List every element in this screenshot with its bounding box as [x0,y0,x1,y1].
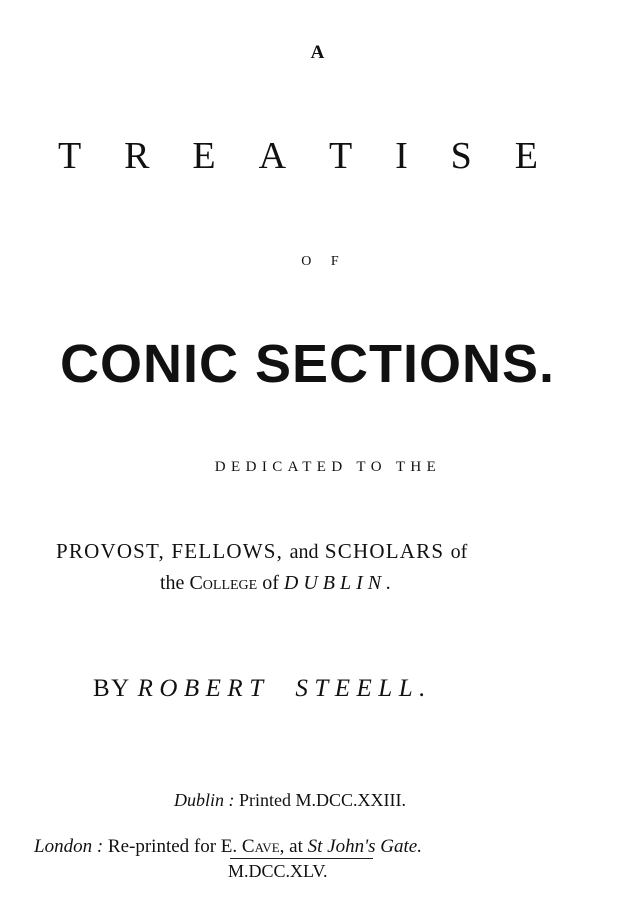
dedicatees-line-2 [160,572,560,595]
dedicatees-dublin: DUBLIN. [283,572,397,594]
imprint-london-text: Re-printed for E. [107,836,238,857]
treatise-letter: T [328,135,353,177]
dedicatees-scholars: SCHOLARS [324,539,445,563]
imprint-dublin-text: Printed M.DCC.XXIII. [239,790,406,810]
treatise-letter: T [58,135,82,177]
author-last-name: STEELL. [295,675,432,702]
imprint-printer: Cave, [241,836,285,857]
dedicatees-line-1 [56,539,596,564]
treatise-letter: E [192,135,216,177]
treatise-letter: R [124,135,150,177]
imprint-london [34,836,614,858]
imprint-rule [230,858,373,859]
dedicatees-and: and [289,541,319,563]
imprint-date: M.DCC.XLV. [228,861,328,881]
imprint-dublin [174,790,574,811]
imprint-at: at [289,836,303,857]
of-line: O F [301,254,347,269]
imprint-dublin-place: Dublin : [174,790,235,810]
treatise-heading [58,134,538,178]
byline-by: BY [93,675,130,702]
byline [93,675,593,703]
author-first-name: ROBERT [137,675,270,702]
treatise-letter: E [514,135,538,177]
dedicatees-provost-fellows: PROVOST, FELLOWS, [56,539,284,563]
dedicatees-of-2: of [262,572,279,594]
imprint-location: St John's Gate. [307,836,422,857]
imprint-london-place: London : [34,836,104,857]
article-a: A [310,42,326,63]
dedicatees-of: of [450,541,468,563]
main-title: CONIC SECTIONS. [60,334,556,394]
dedicatees-college: College [189,572,258,594]
dedicatees-the: the [160,572,185,594]
treatise-letter: A [258,135,287,177]
dedication-line: DEDICATED TO THE [214,459,442,475]
treatise-letter: S [450,135,472,177]
treatise-letter: I [395,135,408,177]
